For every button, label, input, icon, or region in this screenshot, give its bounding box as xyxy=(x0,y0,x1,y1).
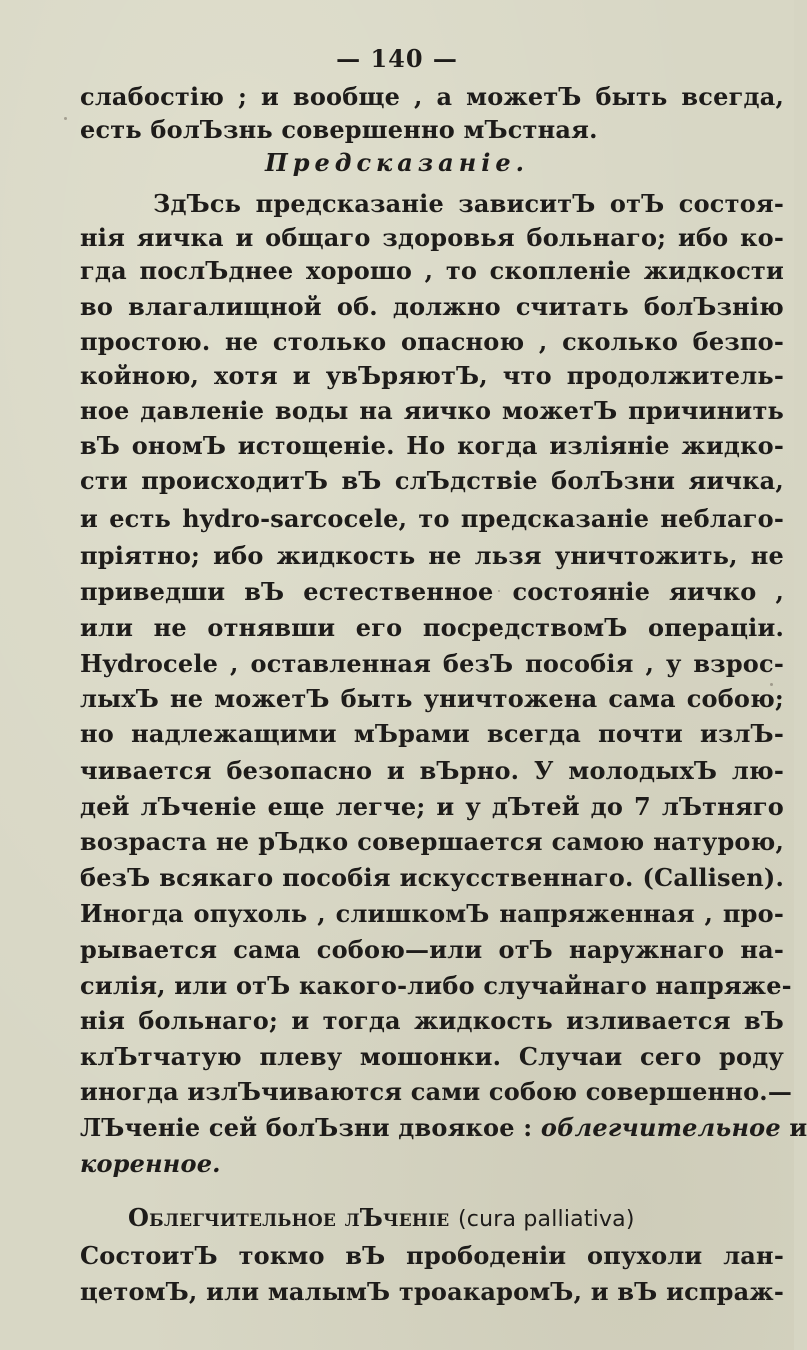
paper-speck xyxy=(498,590,500,592)
text-line: силія, или отЪ какого-либо случайнаго напряже- xyxy=(80,971,792,1000)
text-line: Hydrocele , оставленная безЪ пособія , у взрос- xyxy=(80,649,784,678)
text-line: лыхЪ не можетЪ быть уничтожена сама собою; xyxy=(80,684,784,713)
text-line: клЪтчатую плеву мошонки. Случаи сего роду xyxy=(80,1042,784,1071)
section-heading: Предсказаніе. xyxy=(265,148,529,177)
text-line: возраста не рЪдко совершается самою натурою, xyxy=(80,827,784,856)
text-line: нія больнаго; и тогда жидкость изливается вЪ xyxy=(80,1006,784,1035)
text-line: гда послЪднее хорошо , то скопленіе жидкости xyxy=(80,256,784,285)
text-line: коренное. xyxy=(80,1149,221,1178)
treatment-palliative: облегчительное xyxy=(540,1113,781,1142)
text-line: простою. не столько опасною , сколько безпо- xyxy=(80,327,784,356)
text-line: есть болЪзнь совершенно мЪстная. xyxy=(80,115,598,144)
text-line: цетомЪ, или малымЪ троакаромЪ, и вЪ испраж- xyxy=(80,1277,784,1306)
text-line: и есть hydro-sarcocele, то предсказаніе неблаго- xyxy=(80,504,784,533)
text-line: во влагалищной об. должно считать болЪзнію xyxy=(80,292,784,321)
text-line: слабостію ; и вообще , а можетЪ быть всегда, xyxy=(80,82,784,111)
text-line: рывается сама собою—или отЪ наружнаго на- xyxy=(80,935,784,964)
text-line: ное давленіе воды на яичко можетЪ причинить xyxy=(80,396,784,425)
text-line: но надлежащими мЪрами всегда почти излЪ- xyxy=(80,719,784,748)
text-line: койною, хотя и увЪряютЪ, что продолжитель- xyxy=(80,361,784,390)
treatment-text: ЛЪченіе сей болЪзни двоякое : xyxy=(80,1113,533,1142)
text-line: пріятно; ибо жидкость не льзя уничтожить, не xyxy=(80,541,784,570)
treatment-and: и xyxy=(789,1113,807,1142)
page-number: — 140 — xyxy=(336,44,458,73)
text-line: нія яичка и общаго здоровья больнаго; ибо ко- xyxy=(80,223,784,252)
text-line: чивается безопасно и вЪрно. У молодыхЪ лю- xyxy=(80,756,784,785)
text-line-treatment xyxy=(80,1109,807,1147)
text-line: безЪ всякаго пособія искусственнаго. (Callisen). xyxy=(80,863,784,892)
subsection-title: Облегчительное лЪченіе xyxy=(128,1203,450,1232)
text-line: или не отнявши его посредствомЪ операціи. xyxy=(80,613,784,642)
text-line: ЗдЪсь предсказаніе зависитЪ отЪ состоя- xyxy=(153,189,784,218)
text-line: Иногда опухоль , слишкомЪ напряженная , про- xyxy=(80,899,784,928)
text-line: СостоитЪ токмо вЪ прободеніи опухоли лан- xyxy=(80,1241,784,1270)
paper-speck xyxy=(64,117,67,120)
text-line: сти происходитЪ вЪ слЪдствіе болЪзни яичка, xyxy=(80,466,784,495)
subsection-heading xyxy=(128,1199,784,1237)
subsection-latin: (cura palliativa) xyxy=(458,1207,635,1232)
paper-speck xyxy=(770,683,773,686)
text-line: дей лЪченіе еще легче; и у дЪтей до 7 лЪтняго xyxy=(80,792,784,821)
text-line: иногда излЪчиваются сами собою совершенно.— xyxy=(80,1077,793,1106)
text-line: вЪ ономЪ истощеніе. Но когда изліяніе жидко- xyxy=(80,431,784,460)
text-line: приведши вЪ естественное состояніе яичко , xyxy=(80,577,784,606)
